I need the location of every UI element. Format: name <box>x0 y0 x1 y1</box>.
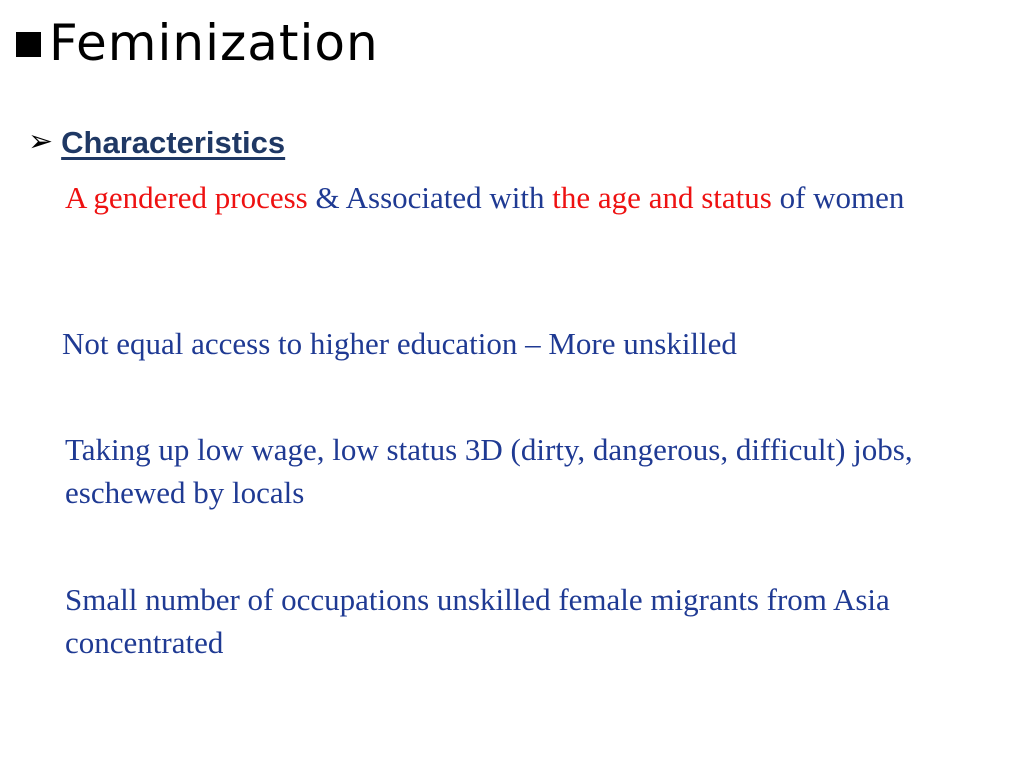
slide-title: Feminization <box>49 14 379 72</box>
text-of-women: of women <box>771 180 905 215</box>
title-row <box>16 10 379 76</box>
subheading: Characteristics <box>61 124 286 160</box>
highlight-gendered-process: A gendered process <box>65 180 308 215</box>
black-square-icon <box>16 32 41 57</box>
paragraph-gendered-process <box>65 176 995 219</box>
paragraph-3d-jobs: Taking up low wage, low status 3D (dirty, dangerous, difficult) jobs, eschewed by locals <box>65 432 913 510</box>
paragraph-education: Not equal access to higher education – More unskilled <box>62 326 737 361</box>
subheading-row <box>28 120 285 164</box>
highlight-age-status: the age and status <box>552 180 772 215</box>
text-associated-with: & Associated with <box>307 180 553 215</box>
arrow-bullet-icon: ➢ <box>28 124 54 159</box>
paragraph-occupations: Small number of occupations unskilled female migrants from Asia concentrated <box>65 582 890 660</box>
